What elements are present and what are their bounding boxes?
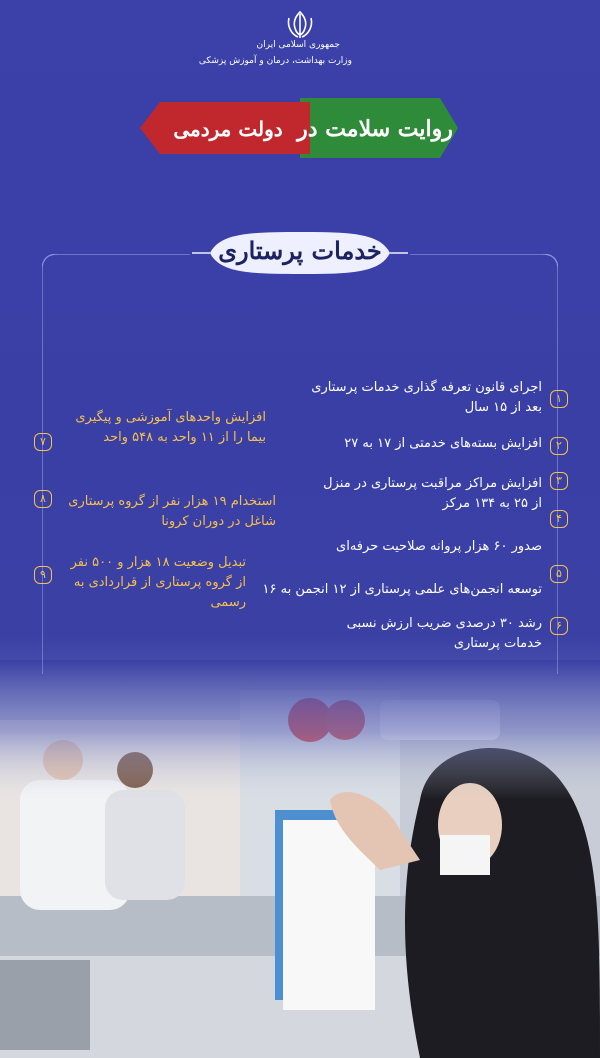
list-item-text: صدور ۶۰ هزار پروانه صلاحیت حرفه‌ای <box>336 539 542 554</box>
campaign-logo <box>140 88 460 168</box>
item-number: ۸ <box>34 490 52 508</box>
item-number: ۴ <box>550 510 568 528</box>
iran-emblem-icon <box>283 8 317 42</box>
list-item-text: رشد ۳۰ درصدی ضریب ارزش نسبی خدمات پرستاری <box>346 616 542 651</box>
item-number: ۲ <box>550 437 568 455</box>
page-title: خدمات پرستاری <box>218 236 382 265</box>
list-item-text: افزایش بسته‌های خدمتی از ۱۷ به ۲۷ <box>344 436 542 451</box>
list-item-text: افزایش مراکز مراقبت پرستاری در منزل از ۲۵ به ۱۳۴ مرکز <box>323 476 542 511</box>
item-number: ۹ <box>34 566 52 584</box>
list-item-text: توسعه انجمن‌های علمی پرستاری از ۱۲ انجمن به ۱۶ <box>262 582 542 597</box>
logo-green-text: روایت سلامت در <box>297 116 453 142</box>
list-item-text: افزایش واحدهای آموزشی و پیگیری بیما را از ۱۱ واحد به ۵۴۸ واحد <box>75 410 266 445</box>
list-item-text: اجرای قانون تعرفه گذاری خدمات پرستاری بعد از ۱۵ سال <box>311 380 542 415</box>
list-item-text: تبدیل وضعیت ۱۸ هزار و ۵۰۰ نفر از گروه پرستاری از قراردادی به رسمی <box>70 555 246 610</box>
gov-name: جمهوری اسلامی ایران <box>256 40 340 50</box>
item-number: ۳ <box>550 472 568 490</box>
nurse-photo <box>0 660 600 1058</box>
list-item-text: استخدام ۱۹ هزار نفر از گروه پرستاری شاغل در دوران کرونا <box>68 494 276 529</box>
ministry-name: وزارت بهداشت، درمان و آموزش پزشکی <box>198 56 352 66</box>
item-number: ۶ <box>550 617 568 635</box>
item-number: ۱ <box>550 390 568 408</box>
item-number: ۷ <box>34 433 52 451</box>
item-number: ۵ <box>550 565 568 583</box>
logo-red-text: دولت مردمی <box>173 117 283 141</box>
